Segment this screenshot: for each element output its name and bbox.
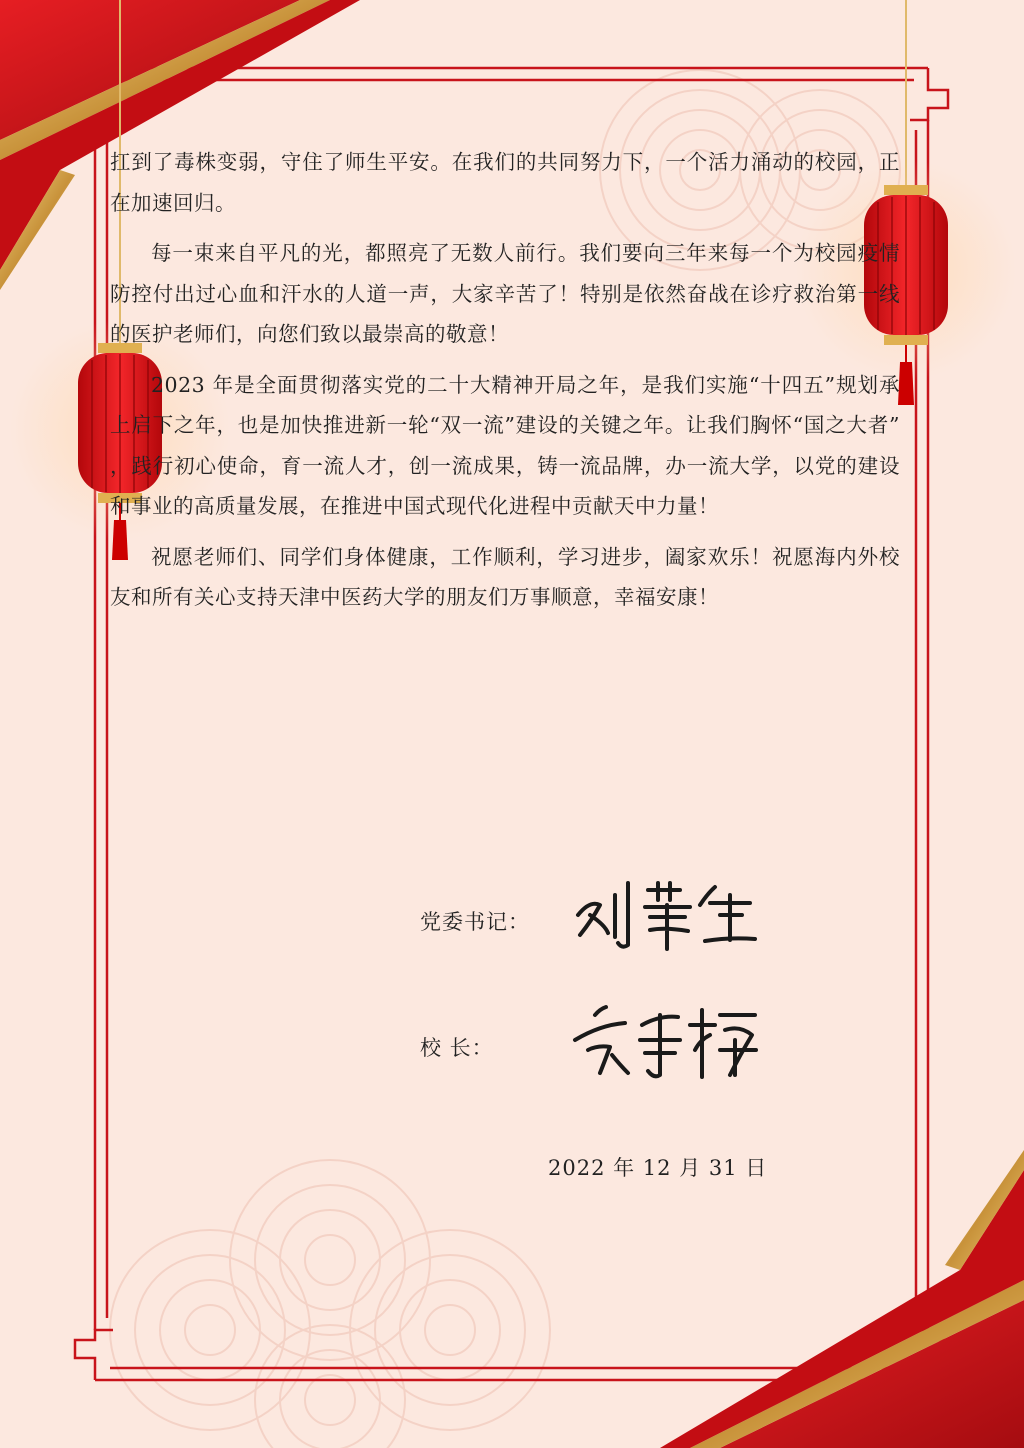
paragraph-3: 2023 年是全面贯彻落实党的二十大精神开局之年，是我们实施“十四五”规划承上启下之年，也是加快推进新一轮“双一流”建设的关键之年。让我们胸怀“国之大者” ，践行初心使命，育一流人才，创一流成果，铸一流品牌，办一流大学，以党的建设和事业的高质量发展，在推进中国式现代化进程中贡献天中力量！: [110, 372, 900, 518]
letter-date: 2022 年 12 月 31 日: [548, 1156, 768, 1180]
paragraph-1: 扛到了毒株变弱，守住了师生平安。在我们的共同努力下，一个活力涌动的校园，正在加速回归。: [110, 150, 900, 215]
secretary-signature: [570, 875, 760, 955]
ribbon-bottom-right: [660, 1150, 1024, 1448]
paragraph-4: 祝愿老师们、同学们身体健康，工作顺利，学习进步，阖家欢乐！祝愿海内外校友和所有关心支持天津中医药大学的朋友们万事顺意，幸福安康！: [110, 544, 900, 609]
letter-body: [110, 142, 900, 628]
president-label: 校 长：: [420, 1036, 494, 1060]
secretary-label: 党委书记：: [420, 910, 530, 934]
president-signature: [570, 995, 760, 1085]
wave-pattern-bottom: [110, 1160, 550, 1448]
paragraph-2: 每一束来自平凡的光，都照亮了无数人前行。我们要向三年来每一个为校园疫情防控付出过心血和汗水的人道一声，大家辛苦了！特别是依然奋战在诊疗救治第一线的医护老师们，向您们致以最崇高的敬意！: [110, 241, 900, 346]
